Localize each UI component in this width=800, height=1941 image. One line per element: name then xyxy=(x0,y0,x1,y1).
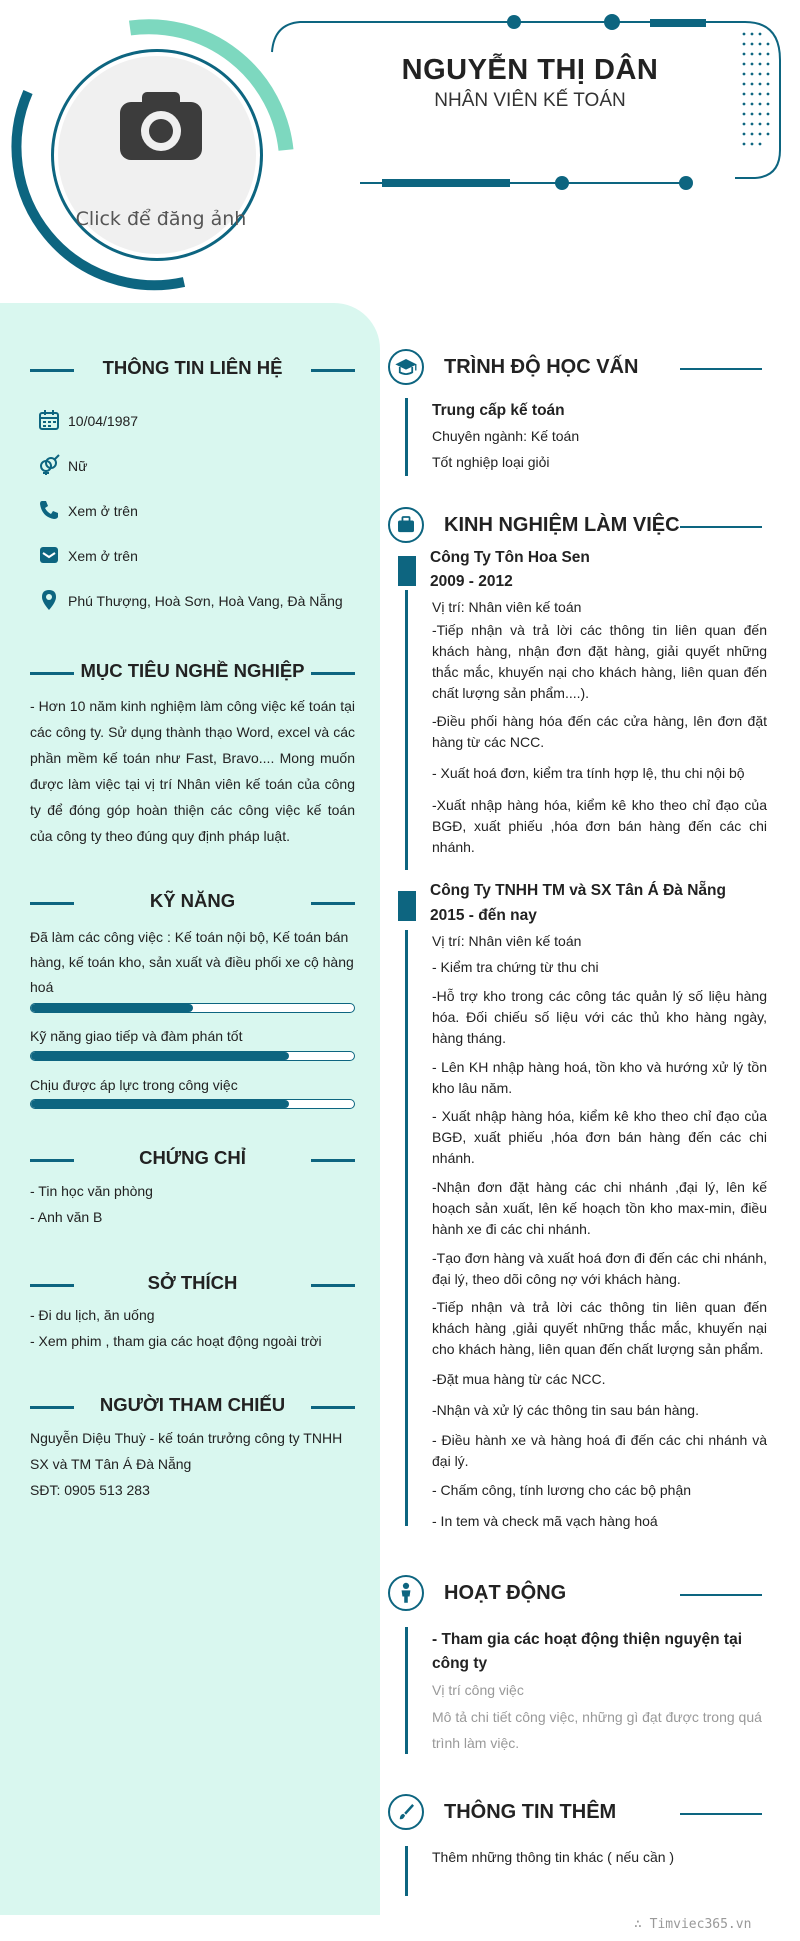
job-1-company: Công Ty Tôn Hoa Sen xyxy=(430,549,590,566)
activity-desc: Mô tả chi tiết công việc, những gì đạt được trong quá trình làm việc. xyxy=(432,1709,762,1751)
experience-timeline-1 xyxy=(405,590,408,870)
objective-text: - Hơn 10 năm kinh nghiệm làm công việc kế toán tại các công ty. Sử dụng thành thạo Word, excel và các phần mềm kế toán như Fast, Bravo.... Mong muốn được làm việc tại vị trí Nhân viên kế toán của công ty để đóng góp hoàn thiện các công việc kế toán của công ty theo đúng quy định pháp luật. xyxy=(30,698,355,844)
phone-text: Xem ở trên xyxy=(68,503,138,519)
contact-address xyxy=(38,589,358,613)
extra-timeline xyxy=(405,1846,408,1896)
gender-icon xyxy=(38,454,60,476)
hobbies-section-title: SỞ THÍCH xyxy=(30,1272,355,1296)
reference-text: Nguyễn Diệu Thuỳ - kế toán trưởng công ty TNHH SX và TM Tân Á Đà Nẵng xyxy=(30,1430,343,1472)
person-icon xyxy=(388,1575,424,1611)
certificate-item: - Anh văn B xyxy=(30,1209,103,1225)
hobby-item: - Đi du lịch, ăn uống xyxy=(30,1307,155,1323)
skill-3-bar xyxy=(30,1099,355,1109)
frame-dot-4 xyxy=(679,176,693,190)
education-school: Trung cấp kế toán xyxy=(432,402,565,419)
job-2-duty: -Tiếp nhận và trả lời các thông tin liên quan đến khách hàng ,giải quyết những thắc mắc, khuyến nại cho khách hàng, liên quan đến chất lượng sản phẩm. xyxy=(432,1299,767,1357)
skills-section-title: KỸ NĂNG xyxy=(30,890,355,914)
job-1-marker xyxy=(398,556,416,586)
job-2-duty: - Kiểm tra chứng từ thu chi xyxy=(432,959,599,975)
job-2-duty: - Lên KH nhập hàng hoá, tồn kho và hướng xử lý tồn kho lâu năm. xyxy=(432,1059,767,1096)
contact-gender xyxy=(38,454,358,478)
skill-2-label: Kỹ năng giao tiếp và đàm phán tốt xyxy=(30,1028,243,1044)
job-1-role: Vị trí: Nhân viên kế toán xyxy=(432,599,582,615)
contact-birthdate xyxy=(38,409,358,433)
briefcase-icon xyxy=(388,507,424,543)
activities-title-line xyxy=(680,1594,762,1596)
location-pin-icon xyxy=(38,589,60,611)
job-2-marker xyxy=(398,891,416,921)
phone-icon xyxy=(38,499,60,521)
extra-text: Thêm những thông tin khác ( nếu cần ) xyxy=(432,1849,675,1865)
job-2-duty: -Đặt mua hàng từ các NCC. xyxy=(432,1371,606,1387)
email-text: Xem ở trên xyxy=(68,548,138,564)
reference-phone: SĐT: 0905 513 283 xyxy=(30,1482,150,1498)
job-2-duty: - In tem và check mã vạch hàng hoá xyxy=(432,1513,658,1529)
frame-bar-bottom xyxy=(382,179,510,187)
job-1-period: 2009 - 2012 xyxy=(430,573,513,590)
contact-email xyxy=(38,544,358,568)
education-result: Tốt nghiệp loại giỏi xyxy=(432,454,550,470)
brush-icon xyxy=(388,1794,424,1830)
skill-3-fill xyxy=(31,1100,289,1108)
contact-section-title: THÔNG TIN LIÊN HỆ xyxy=(30,357,355,381)
job-1-duty: -Xuất nhập hàng hóa, kiểm kê kho theo chỉ đạo của BGĐ, xuất phiếu ,hóa đơn bán hàng đến các chi nhánh. xyxy=(432,797,767,855)
experience-title-line xyxy=(680,526,762,528)
extra-section-title: THÔNG TIN THÊM xyxy=(444,1801,617,1823)
activity-name: - Tham gia các hoạt động thiện nguyện tại công ty xyxy=(432,1631,743,1672)
contact-phone xyxy=(38,499,358,523)
job-2-period: 2015 - đến nay xyxy=(430,907,537,924)
job-2-duty: -Nhận đơn đặt hàng các chi nhánh ,đại lý, lên kế hoạch sản xuất, lên kế hoạch tồn kho max-min, điều hành xe đi các chi nhánh. xyxy=(432,1179,767,1237)
calendar-icon xyxy=(38,409,60,431)
frame-bar-top xyxy=(650,19,706,27)
activities-section-title: HOẠT ĐỘNG xyxy=(444,1582,567,1604)
objective-section-title: MỤC TIÊU NGHỀ NGHIỆP xyxy=(30,660,355,684)
education-title-line xyxy=(680,368,762,370)
job-2-duty: -Nhận và xử lý các thông tin sau bán hàng. xyxy=(432,1402,699,1418)
job-2-duty: - Xuất nhập hàng hóa, kiểm kê kho theo chỉ đạo của BGĐ, xuất phiếu ,hóa đơn bán hàng đến các chi nhánh. xyxy=(432,1108,767,1166)
candidate-name: NGUYỄN THỊ DÂN xyxy=(401,54,659,86)
job-2-duty: -Hỗ trợ kho trong các công tác quản lý số liệu hàng hóa. Đối chiếu số liệu với các thủ kho hàng ngày, hàng tháng. xyxy=(432,988,767,1046)
skill-2-bar xyxy=(30,1051,355,1061)
activity-role: Vị trí công việc xyxy=(432,1682,524,1698)
activities-timeline xyxy=(405,1627,408,1754)
job-1-duty: -Điều phối hàng hóa đến các cửa hàng, lên đơn đặt hàng từ các NCC. xyxy=(432,713,767,750)
certificate-item: - Tin học văn phòng xyxy=(30,1183,153,1199)
avatar-circle[interactable] xyxy=(54,52,260,258)
upload-photo-label[interactable]: Click để đăng ảnh xyxy=(75,208,247,230)
job-2-role: Vị trí: Nhân viên kế toán xyxy=(432,933,582,949)
site-watermark: ∴ Timviec365.vn xyxy=(634,1917,752,1932)
address-text: Phú Thượng, Hoà Sơn, Hoà Vang, Đà Nẵng xyxy=(68,593,343,609)
dotted-pattern xyxy=(743,33,770,146)
birthdate-text: 10/04/1987 xyxy=(68,413,139,429)
certificates-section-title: CHỨNG CHỈ xyxy=(30,1147,355,1171)
extra-title-line xyxy=(680,1813,762,1815)
experience-section-title: KINH NGHIỆM LÀM VIỆC xyxy=(444,514,680,536)
cv-header xyxy=(0,0,800,300)
education-major: Chuyên ngành: Kế toán xyxy=(432,428,580,444)
skill-1-bar xyxy=(30,1003,355,1013)
camera-icon xyxy=(120,90,202,160)
experience-timeline-2 xyxy=(405,930,408,1526)
job-1-duty: -Tiếp nhận và trả lời các thông tin liên quan đến khách hàng, nhận đơn đặt hàng, giải quyết những thắc mắc, khuyến nại cho khách hàng, liên quan đến chất lượng sản phẩm....). xyxy=(432,622,767,701)
job-2-company: Công Ty TNHH TM và SX Tân Á Đà Nẵng xyxy=(430,882,726,899)
frame-dot-3 xyxy=(555,176,569,190)
job-2-duty: -Tạo đơn hàng và xuất hoá đơn đi đến các chi nhánh, đại lý, theo dõi công nợ với khách hàng. xyxy=(432,1250,767,1287)
email-icon xyxy=(38,544,60,566)
skill-1-fill xyxy=(31,1004,193,1012)
education-timeline xyxy=(405,398,408,476)
job-1-duty: - Xuất hoá đơn, kiểm tra tính hợp lệ, thu chi nội bộ xyxy=(432,765,745,781)
hobby-item: - Xem phim , tham gia các hoạt động ngoài trời xyxy=(30,1333,322,1349)
graduation-cap-icon xyxy=(388,349,424,385)
references-section-title: NGƯỜI THAM CHIẾU xyxy=(30,1394,355,1418)
skill-1-label: Đã làm các công việc : Kế toán nội bộ, Kế toán bán hàng, kế toán kho, sản xuất và điều phối xe cộ hàng hoá xyxy=(30,929,354,995)
frame-dot-2 xyxy=(604,14,620,30)
candidate-position: NHÂN VIÊN KẾ TOÁN xyxy=(434,90,626,111)
education-section-title: TRÌNH ĐỘ HỌC VẤN xyxy=(444,356,639,378)
gender-text: Nữ xyxy=(68,458,88,474)
job-2-duty: - Chấm công, tính lương cho các bộ phận xyxy=(432,1482,692,1498)
avatar-upload[interactable] xyxy=(18,18,298,298)
frame-dot-1 xyxy=(507,15,521,29)
skill-2-fill xyxy=(31,1052,289,1060)
job-2-duty: - Điều hành xe và hàng hoá đi đến các chi nhánh và đại lý. xyxy=(432,1432,767,1469)
skill-3-label: Chịu được áp lực trong công việc xyxy=(30,1077,238,1093)
